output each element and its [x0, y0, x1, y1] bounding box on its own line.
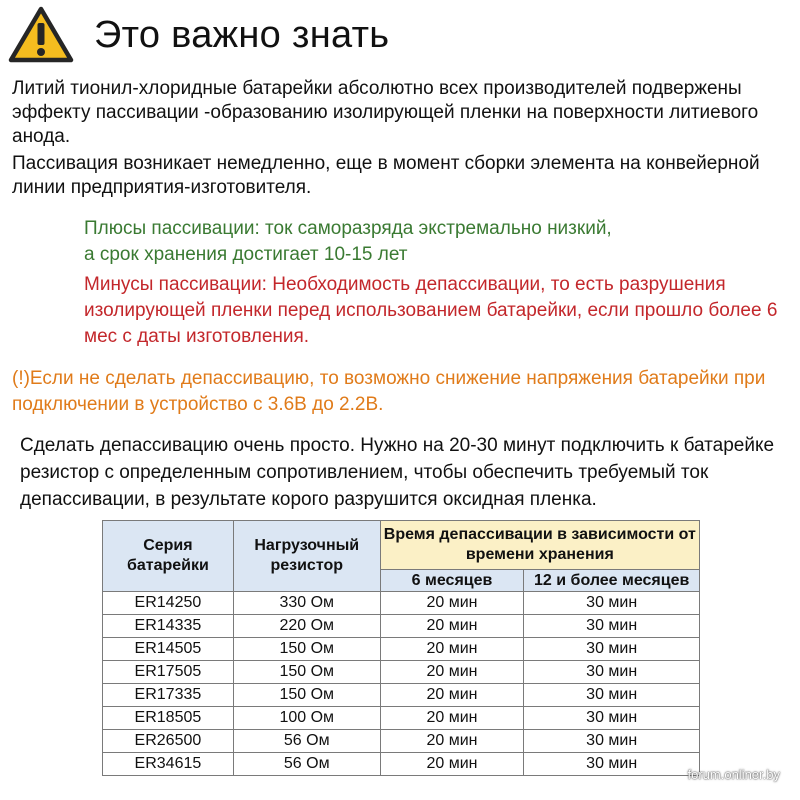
intro-paragraph: Литий тионил-хлоридные батарейки абсолютно всех производителей подвержены эффекту пассивации -образованию изолирующей пленки на поверхности литиевого анода.: [12, 78, 759, 147]
table-row: [103, 592, 700, 615]
depassivation-table: [102, 520, 700, 776]
table-row: [103, 707, 700, 730]
cell-resistor: 150 Ом: [233, 661, 380, 684]
table-row: [103, 661, 700, 684]
cell-resistor: 56 Ом: [233, 730, 380, 753]
cell-time-12: 30 мин: [524, 707, 700, 730]
cell-time-6: 20 мин: [380, 661, 524, 684]
cell-time-6: 20 мин: [380, 592, 524, 615]
table-row: [103, 753, 700, 776]
warning-text: (!)Если не сделать депассивацию, то возможно снижение напряжения батарейки при подключении в устройство с 3.6В до 2.2В.: [12, 368, 766, 415]
cell-time-12: 30 мин: [524, 730, 700, 753]
cell-series: ER14335: [103, 615, 234, 638]
cell-time-6: 20 мин: [380, 753, 524, 776]
howto-paragraph: Сделать депассивацию очень просто. Нужно на 20-30 минут подключить к батарейке резистор с определенным сопротивлением, чтобы обеспечить требуемый ток депассивации, в результате корого разрушится оксидная пленка.: [20, 435, 775, 510]
watermark: forum.onliner.by: [687, 767, 780, 782]
cell-time-12: 30 мин: [524, 592, 700, 615]
pros-text: Плюсы пассивации: ток саморазряда экстремально низкий, а срок хранения достигает 10-15 лет: [84, 218, 612, 265]
cell-series: ER14250: [103, 592, 234, 615]
table-row: [103, 615, 700, 638]
warning-triangle-icon: [8, 6, 74, 64]
cell-time-6: 20 мин: [380, 684, 524, 707]
cell-time-12: 30 мин: [524, 684, 700, 707]
cons-text: Минусы пассивации: Необходимость депассивации, то есть разрушения изолирующей пленки перед использованием батарейки, если прошло более 6 мес с даты изготовления.: [84, 274, 778, 347]
cell-series: ER17335: [103, 684, 234, 707]
header-series: Серия батарейки: [103, 521, 234, 592]
table-row: [103, 684, 700, 707]
cell-series: ER17505: [103, 661, 234, 684]
header-resistor: Нагрузочный резистор: [233, 521, 380, 592]
cell-time-12: 30 мин: [524, 638, 700, 661]
cell-resistor: 150 Ом: [233, 638, 380, 661]
cell-time-6: 20 мин: [380, 638, 524, 661]
cell-resistor: 100 Ом: [233, 707, 380, 730]
cell-resistor: 56 Ом: [233, 753, 380, 776]
cell-time-6: 20 мин: [380, 707, 524, 730]
header-six-months: 6 месяцев: [380, 570, 524, 592]
page-header: [8, 4, 389, 66]
cell-series: ER34615: [103, 753, 234, 776]
passivation-paragraph: Пассивация возникает немедленно, еще в момент сборки элемента на конвейерной линии предприятия-изготовителя.: [12, 153, 760, 198]
cell-series: ER18505: [103, 707, 234, 730]
cell-time-6: 20 мин: [380, 615, 524, 638]
cell-time-12: 30 мин: [524, 753, 700, 776]
table-row: [103, 730, 700, 753]
cell-resistor: 220 Ом: [233, 615, 380, 638]
page-title: Это важно знать: [94, 13, 390, 56]
cell-time-12: 30 мин: [524, 615, 700, 638]
cell-resistor: 150 Ом: [233, 684, 380, 707]
cell-time-6: 20 мин: [380, 730, 524, 753]
table-row: [103, 638, 700, 661]
header-time-group: Время депассивации в зависимости от времени хранения: [380, 521, 699, 570]
header-twelve-months: 12 и более месяцев: [524, 570, 700, 592]
cell-resistor: 330 Ом: [233, 592, 380, 615]
cell-time-12: 30 мин: [524, 661, 700, 684]
cell-series: ER14505: [103, 638, 234, 661]
cell-series: ER26500: [103, 730, 234, 753]
